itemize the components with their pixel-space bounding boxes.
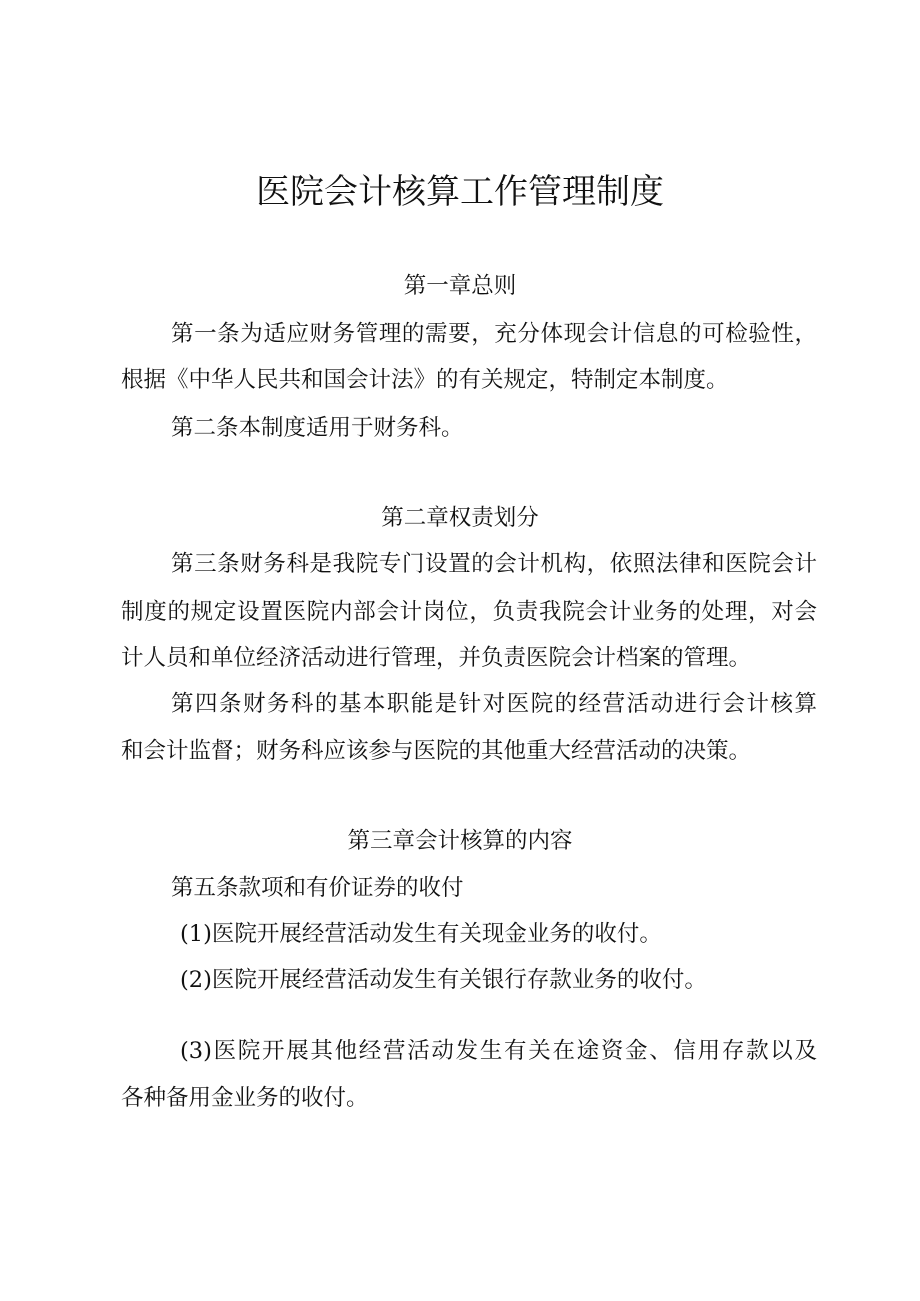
chapter-1-paragraph-line: 第二条本制度适用于财务科。 [171, 415, 464, 441]
chapter-2-paragraph-line: 制度的规定设置医院内部会计岗位，负责我院会计业务的处理，对会 [121, 599, 817, 625]
chapter-3-list-item: (1)医院开展经营活动发生有关现金业务的收付。 [180, 921, 662, 947]
chapter-2-paragraph-line: 和会计监督；财务科应该参与医院的其他重大经营活动的决策。 [121, 738, 752, 764]
chapter-1-heading: 第一章总则 [403, 273, 517, 299]
document-title: 医院会计核算工作管理制度 [256, 172, 664, 212]
chapter-2-paragraph-line: 第四条财务科的基本职能是针对医院的经营活动进行会计核算 [171, 691, 817, 717]
chapter-2-heading: 第二章权责划分 [381, 505, 539, 531]
chapter-1-paragraph-line: 第一条为适应财务管理的需要，充分体现会计信息的可检验性， [171, 321, 817, 347]
chapter-3-paragraph-line: 第五条款项和有价证券的收付 [171, 875, 464, 901]
chapter-1-paragraph-line: 根据《中华人民共和国会计法》的有关规定，特制定本制度。 [121, 367, 729, 393]
chapter-3-list-item: (2)医院开展经营活动发生有关银行存款业务的收付。 [180, 967, 707, 993]
chapter-2-paragraph-line: 计人员和单位经济活动进行管理，并负责医院会计档案的管理。 [121, 645, 752, 671]
chapter-3-heading: 第三章会计核算的内容 [347, 828, 573, 854]
chapter-2-paragraph-line: 第三条财务科是我院专门设置的会计机构，依照法律和医院会计 [171, 551, 817, 577]
chapter-3-list-item-continuation: 各种备用金业务的收付。 [121, 1085, 369, 1111]
chapter-3-list-item: (3)医院开展其他经营活动发生有关在途资金、信用存款以及 [180, 1038, 817, 1064]
